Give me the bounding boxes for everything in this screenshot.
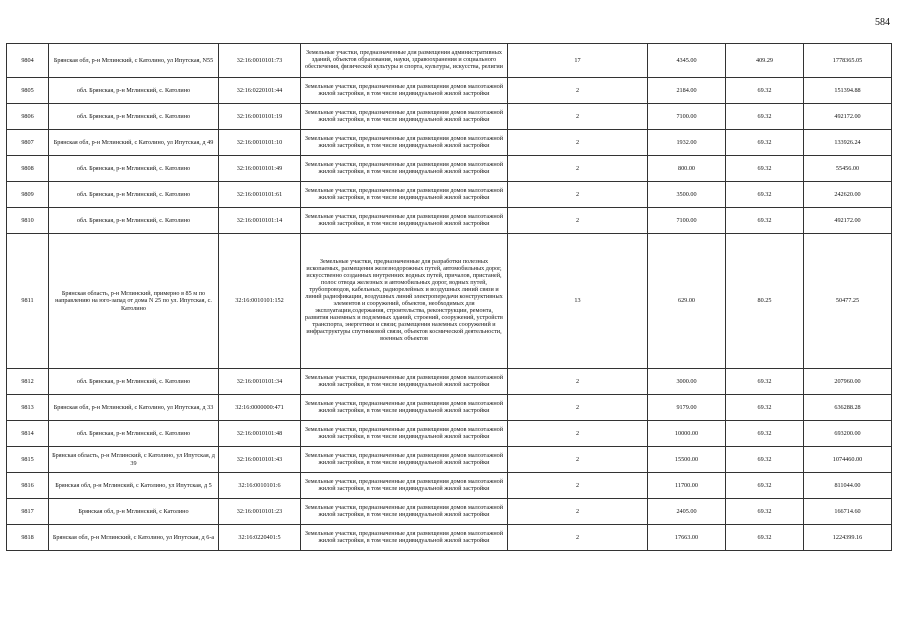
cell-cadastral-number: 32:16:0000000:471 bbox=[219, 395, 301, 421]
cell-area: 4345.00 bbox=[648, 44, 726, 78]
cell-address: Брянская обл, р-н Мглинский, с Католино, ул Ипутская, д 33 bbox=[49, 395, 219, 421]
cell-use-group: 2 bbox=[508, 499, 648, 525]
cell-cadastral-value: 492172.00 bbox=[804, 208, 892, 234]
table-row bbox=[7, 525, 892, 551]
cell-record-number: 9804 bbox=[7, 44, 49, 78]
cell-land-use: Земельные участки, предназначенные для размещения домов малоэтажной жилой застройки, в том числе индивидуальной жилой застройки bbox=[301, 473, 508, 499]
cell-area: 17663.00 bbox=[648, 525, 726, 551]
cell-cadastral-number: 32:16:0010101:34 bbox=[219, 369, 301, 395]
cell-cadastral-value: 1224399.16 bbox=[804, 525, 892, 551]
cell-use-group: 2 bbox=[508, 421, 648, 447]
cell-area: 15500.00 bbox=[648, 447, 726, 473]
cell-record-number: 9807 bbox=[7, 130, 49, 156]
cell-use-group: 2 bbox=[508, 447, 648, 473]
cell-record-number: 9809 bbox=[7, 182, 49, 208]
table-row bbox=[7, 234, 892, 369]
cell-cadastral-number: 32:16:0010101:6 bbox=[219, 473, 301, 499]
cell-area: 2184.00 bbox=[648, 78, 726, 104]
cell-cadastral-value: 1778365.05 bbox=[804, 44, 892, 78]
cell-use-group: 2 bbox=[508, 369, 648, 395]
cell-specific-value: 69.32 bbox=[726, 525, 804, 551]
table-row bbox=[7, 447, 892, 473]
cell-address: обл. Брянская, р-н Мглинский, с. Католино bbox=[49, 182, 219, 208]
cell-cadastral-value: 55456.00 bbox=[804, 156, 892, 182]
cell-land-use: Земельные участки, предназначенные для размещения домов малоэтажной жилой застройки, в том числе индивидуальной жилой застройки bbox=[301, 208, 508, 234]
cell-area: 3500.00 bbox=[648, 182, 726, 208]
cell-address: обл. Брянская, р-н Мглинский, с. Католино bbox=[49, 208, 219, 234]
cell-land-use: Земельные участки, предназначенные для размещения домов малоэтажной жилой застройки, в том числе индивидуальной жилой застройки bbox=[301, 156, 508, 182]
cell-area: 7100.00 bbox=[648, 208, 726, 234]
cell-land-use: Земельные участки, предназначенные для размещения домов малоэтажной жилой застройки, в том числе индивидуальной жилой застройки bbox=[301, 421, 508, 447]
table-row bbox=[7, 499, 892, 525]
table-row bbox=[7, 473, 892, 499]
cell-land-use: Земельные участки, предназначенные для размещения домов малоэтажной жилой застройки, в том числе индивидуальной жилой застройки bbox=[301, 525, 508, 551]
cell-record-number: 9806 bbox=[7, 104, 49, 130]
cell-record-number: 9810 bbox=[7, 208, 49, 234]
cell-record-number: 9814 bbox=[7, 421, 49, 447]
cell-cadastral-number: 32:16:0010101:49 bbox=[219, 156, 301, 182]
cell-area: 2405.00 bbox=[648, 499, 726, 525]
cell-cadastral-value: 811044.00 bbox=[804, 473, 892, 499]
cell-cadastral-number: 32:16:0010101:14 bbox=[219, 208, 301, 234]
cell-cadastral-number: 32:16:0220401:5 bbox=[219, 525, 301, 551]
cell-cadastral-value: 492172.00 bbox=[804, 104, 892, 130]
cell-use-group: 13 bbox=[508, 234, 648, 369]
cell-cadastral-value: 207960.00 bbox=[804, 369, 892, 395]
cell-address: Брянская обл, р-н Мглинский, с Католино, ул Ипутская, N55 bbox=[49, 44, 219, 78]
cell-use-group: 2 bbox=[508, 473, 648, 499]
cell-cadastral-number: 32:16:0010101:73 bbox=[219, 44, 301, 78]
cell-specific-value: 69.32 bbox=[726, 182, 804, 208]
cell-cadastral-number: 32:16:0010101:23 bbox=[219, 499, 301, 525]
cell-record-number: 9816 bbox=[7, 473, 49, 499]
cell-record-number: 9813 bbox=[7, 395, 49, 421]
table-row bbox=[7, 130, 892, 156]
cell-specific-value: 69.32 bbox=[726, 473, 804, 499]
cell-record-number: 9805 bbox=[7, 78, 49, 104]
cadastral-table bbox=[6, 43, 892, 551]
cell-specific-value: 69.32 bbox=[726, 78, 804, 104]
cell-cadastral-value: 242620.00 bbox=[804, 182, 892, 208]
cell-land-use: Земельные участки, предназначенные для размещения домов малоэтажной жилой застройки, в том числе индивидуальной жилой застройки bbox=[301, 369, 508, 395]
cell-address: Брянская область, р-н Мглинский, с Католино, ул Ипутская, д 39 bbox=[49, 447, 219, 473]
cell-area: 10000.00 bbox=[648, 421, 726, 447]
cell-cadastral-number: 32:16:0010101:19 bbox=[219, 104, 301, 130]
cell-use-group: 2 bbox=[508, 182, 648, 208]
cell-cadastral-value: 166714.60 bbox=[804, 499, 892, 525]
cell-address: обл. Брянская, р-н Мглинский, с. Католино bbox=[49, 369, 219, 395]
cell-address: обл. Брянская, р-н Мглинский, с. Католино bbox=[49, 421, 219, 447]
cell-land-use: Земельные участки, предназначенные для размещения домов малоэтажной жилой застройки, в том числе индивидуальной жилой застройки bbox=[301, 130, 508, 156]
table-row bbox=[7, 369, 892, 395]
cell-specific-value: 80.25 bbox=[726, 234, 804, 369]
cell-specific-value: 69.32 bbox=[726, 156, 804, 182]
cell-area: 7100.00 bbox=[648, 104, 726, 130]
cell-land-use: Земельные участки, предназначенные для размещения домов малоэтажной жилой застройки, в том числе индивидуальной жилой застройки bbox=[301, 447, 508, 473]
cell-specific-value: 69.32 bbox=[726, 208, 804, 234]
cell-address: Брянская обл, р-н Мглинский, с Католино, ул Ипутская, д 49 bbox=[49, 130, 219, 156]
cell-land-use: Земельные участки, предназначенные для размещения административных зданий, объектов образования, науки, здравоохранения и социального обеспечения, физической культуры и спорта, культуры, искусства, религии bbox=[301, 44, 508, 78]
cell-cadastral-value: 133926.24 bbox=[804, 130, 892, 156]
cell-record-number: 9808 bbox=[7, 156, 49, 182]
cell-cadastral-number: 32:16:0010101:48 bbox=[219, 421, 301, 447]
cell-specific-value: 69.32 bbox=[726, 369, 804, 395]
cell-record-number: 9817 bbox=[7, 499, 49, 525]
cell-record-number: 9812 bbox=[7, 369, 49, 395]
cell-use-group: 2 bbox=[508, 156, 648, 182]
cell-specific-value: 69.32 bbox=[726, 447, 804, 473]
cell-use-group: 2 bbox=[508, 208, 648, 234]
cell-area: 800.00 bbox=[648, 156, 726, 182]
cell-use-group: 2 bbox=[508, 525, 648, 551]
table-row bbox=[7, 421, 892, 447]
cell-area: 629.00 bbox=[648, 234, 726, 369]
cell-use-group: 2 bbox=[508, 78, 648, 104]
cell-area: 1932.00 bbox=[648, 130, 726, 156]
cell-cadastral-number: 32:16:0010101:152 bbox=[219, 234, 301, 369]
cell-use-group: 2 bbox=[508, 395, 648, 421]
cell-address: Брянская обл, р-н Мглинский, с Католино, ул Ипутская, д 6-а bbox=[49, 525, 219, 551]
cell-address: обл. Брянская, р-н Мглинский, с. Католино bbox=[49, 156, 219, 182]
cell-cadastral-number: 32:16:0010101:10 bbox=[219, 130, 301, 156]
cell-address: Брянская область, р-н Мглинский, примерно в 85 м по направлению на юго-запад от дома N 25 по ул. Ипутская, с. Католино bbox=[49, 234, 219, 369]
cell-area: 9179.00 bbox=[648, 395, 726, 421]
cell-land-use: Земельные участки, предназначенные для размещения домов малоэтажной жилой застройки, в том числе индивидуальной жилой застройки bbox=[301, 395, 508, 421]
table-row bbox=[7, 78, 892, 104]
cell-address: Брянская обл, р-н Мглинский, с Католино, ул Ипутская, д 5 bbox=[49, 473, 219, 499]
cell-cadastral-value: 1074460.00 bbox=[804, 447, 892, 473]
cell-record-number: 9815 bbox=[7, 447, 49, 473]
table-row bbox=[7, 44, 892, 78]
cell-address: Брянская обл, р-н Мглинский, с Католино bbox=[49, 499, 219, 525]
cell-use-group: 2 bbox=[508, 130, 648, 156]
cell-cadastral-value: 50477.25 bbox=[804, 234, 892, 369]
table-body bbox=[7, 44, 892, 551]
cell-land-use: Земельные участки, предназначенные для разработки полезных ископаемых, размещения железнодорожных путей, автомобильных дорог, искусственно созданных внутренних водных путей, причалов, пристаней, полос отвода железных и автомобильных дорог, водных путей, трубопроводов, кабельных, радиорелейных и воздушных линий связи и линий радиофикации, воздушных линий электропередачи конструктивных элементов и сооружений, объектов, необходимых для эксплуатации,содержания, строительства, реконструкции, ремонта, развития наземных и подземных зданий, строений, сооружений, устройств транспорта, энергетики и связи; размещения наземных сооружений и инфраструктуры спутниковой связи, объектов космической деятельности, военных объектов bbox=[301, 234, 508, 369]
cell-use-group: 2 bbox=[508, 104, 648, 130]
cell-land-use: Земельные участки, предназначенные для размещения домов малоэтажной жилой застройки, в том числе индивидуальной жилой застройки bbox=[301, 104, 508, 130]
cell-area: 3000.00 bbox=[648, 369, 726, 395]
cell-specific-value: 69.32 bbox=[726, 421, 804, 447]
cell-land-use: Земельные участки, предназначенные для размещения домов малоэтажной жилой застройки, в том числе индивидуальной жилой застройки bbox=[301, 499, 508, 525]
cell-area: 11700.00 bbox=[648, 473, 726, 499]
cell-specific-value: 69.32 bbox=[726, 395, 804, 421]
cell-land-use: Земельные участки, предназначенные для размещения домов малоэтажной жилой застройки, в том числе индивидуальной жилой застройки bbox=[301, 182, 508, 208]
cell-cadastral-number: 32:16:0220101:44 bbox=[219, 78, 301, 104]
cell-specific-value: 69.32 bbox=[726, 130, 804, 156]
table-row bbox=[7, 104, 892, 130]
cell-cadastral-value: 636288.28 bbox=[804, 395, 892, 421]
cell-specific-value: 409.29 bbox=[726, 44, 804, 78]
cell-address: обл. Брянская, р-н Мглинский, с. Католино bbox=[49, 78, 219, 104]
cell-record-number: 9818 bbox=[7, 525, 49, 551]
cell-cadastral-value: 151394.88 bbox=[804, 78, 892, 104]
cell-use-group: 17 bbox=[508, 44, 648, 78]
cell-specific-value: 69.32 bbox=[726, 104, 804, 130]
page-number: 584 bbox=[875, 17, 890, 28]
table-row bbox=[7, 156, 892, 182]
cell-record-number: 9811 bbox=[7, 234, 49, 369]
cell-specific-value: 69.32 bbox=[726, 499, 804, 525]
table-row bbox=[7, 395, 892, 421]
table-row bbox=[7, 182, 892, 208]
cell-cadastral-number: 32:16:0010101:61 bbox=[219, 182, 301, 208]
cell-address: обл. Брянская, р-н Мглинский, с. Католино bbox=[49, 104, 219, 130]
cell-land-use: Земельные участки, предназначенные для размещения домов малоэтажной жилой застройки, в том числе индивидуальной жилой застройки bbox=[301, 78, 508, 104]
cell-cadastral-value: 693200.00 bbox=[804, 421, 892, 447]
cell-cadastral-number: 32:16:0010101:43 bbox=[219, 447, 301, 473]
table-row bbox=[7, 208, 892, 234]
